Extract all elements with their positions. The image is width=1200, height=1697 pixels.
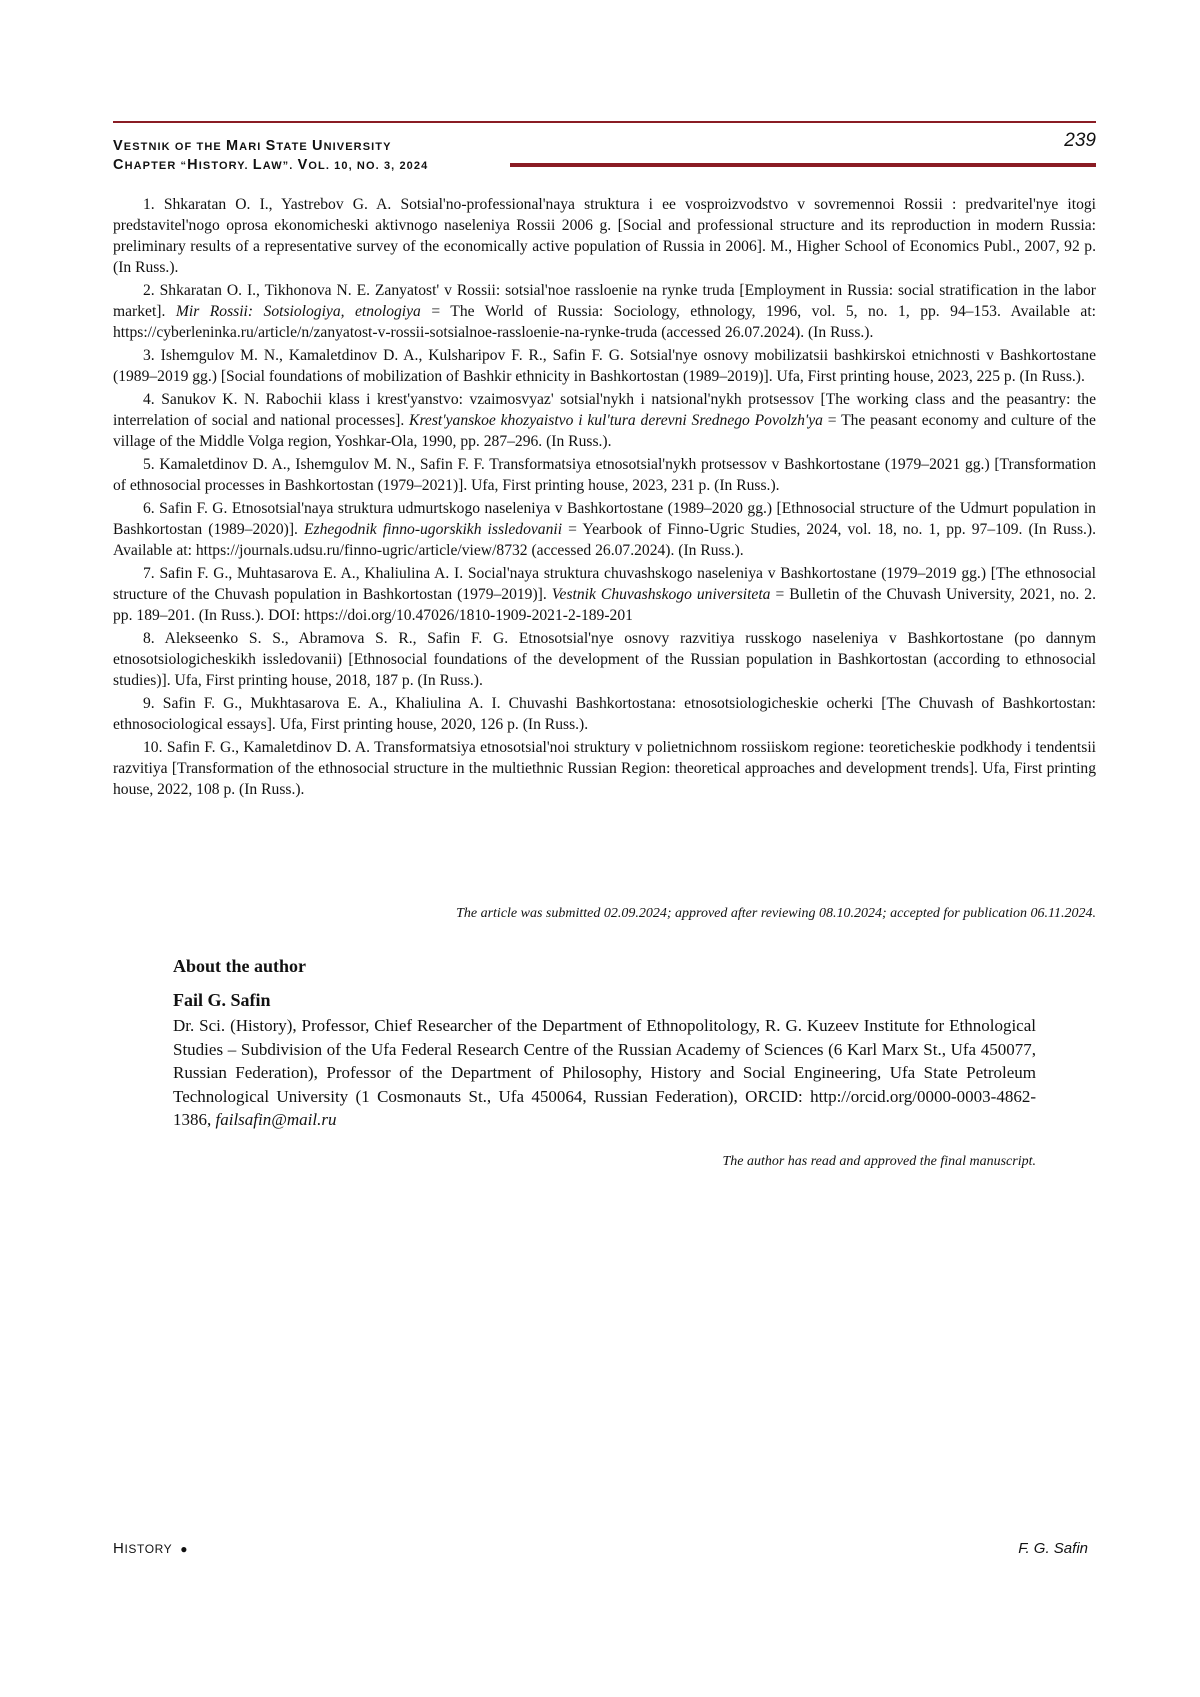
reference-journal: Mir Rossii: Sotsiologiya, etnologiya — [175, 303, 421, 320]
header-smallcaps: AW”. — [262, 160, 298, 172]
author-bio-text: Dr. Sci. (History), Professor, Chief Researcher of the Department of Ethnopolitology, R. G. Kuzeev Institute for Ethnological Studies – Subdivision of the Ufa Federal Research Centre of the Russian Academy of Sciences (6 Karl Marx St., Ufa 450077, Russian Federation), Professor of the Department of Philosophy, History and Social Engineering, Ufa State Petroleum Technological University (1 Cosmonauts St., Ufa 450064, Russian Federation), ORCID: http://orcid.org/0000-0003-4862-1386, — [173, 1016, 1036, 1129]
reference-item — [113, 693, 1096, 735]
reference-item — [113, 454, 1096, 496]
reference-text: = The peasant economy and culture of the village of the Middle Volga region, Yoshkar-Ola, 1990, pp. 287–296. (In Russ.). — [113, 412, 1096, 450]
top-rule — [113, 121, 1096, 123]
journal-title — [113, 138, 392, 154]
header-smallcaps: ISTORY. — [198, 160, 253, 172]
reference-item — [113, 737, 1096, 800]
author-bio — [173, 1014, 1036, 1132]
reference-text: Shkaratan O. I., Tikhonova N. E. Zanyatost' v Rossii: sotsial'noe rassloenie na rynke truda [Employment in Russia: social stratification in the labor market]. — [113, 282, 1096, 320]
reference-item — [113, 345, 1096, 387]
reference-journal: Ezhegodnik finno-ugorskikh issledovanii — [303, 521, 563, 538]
header-smallcaps: ARI — [239, 141, 266, 153]
reference-text: = Yearbook of Finno-Ugric Studies, 2024, vol. 18, no. 1, pp. 97–109. (In Russ.). Available at: https://journals.udsu.ru/finno-ugric/article/view/8732 (accessed 26.07.2024). (In Russ.). — [113, 521, 1097, 559]
reference-journal: Vestnik Chuvashskogo universiteta — [551, 586, 771, 603]
header-cap: U — [312, 138, 324, 154]
reference-number: 3. — [143, 347, 155, 364]
reference-text: Kamaletdinov D. A., Ishemgulov M. N., Safin F. F. Transformatsiya etnosotsial'nykh protsessov v Bashkortostane (1979–2021 gg.) [Transformation of ethnosocial processes in Bashkortostan (1979–2021)]. Ufa, First printing house, 2023, 231 p. (In Russ.). — [113, 456, 1097, 494]
header-cap: V — [297, 157, 309, 173]
header-smallcaps: ESTNIK OF THE — [123, 141, 226, 153]
header-cap: H — [187, 157, 199, 173]
reference-text: Safin F. G. Etnosotsial'naya struktura udmurtskogo naseleniya v Bashkortostane (1989–2020 gg.) [Ethnosocial structure of the Udmurt population in Bashkortostan (1989–2020)]. — [113, 500, 1096, 538]
header-bar — [510, 163, 1096, 167]
header-cap: M — [225, 138, 240, 154]
header-smallcaps: OL. 10, NO. 3, 2024 — [308, 160, 429, 172]
header-cap: S — [265, 138, 277, 154]
reference-number: 7. — [143, 565, 155, 582]
reference-number: 9. — [143, 695, 155, 712]
reference-number: 6. — [143, 500, 155, 517]
reference-text: Sanukov K. N. Rabochii klass i krest'yanstvo: vzaimosvyaz' sotsial'nykh i natsional'nykh protsessov [The working class and the peasantry: the interrelation of social and national processes]. — [113, 391, 1096, 429]
reference-journal: Krest'yanskoe khozyaistvo i kul'tura derevni Srednego Povolzh'ya — [409, 412, 823, 429]
reference-item — [113, 194, 1096, 278]
reference-number: 2. — [143, 282, 155, 299]
reference-item — [113, 628, 1096, 691]
about-author-heading: About the author — [173, 956, 307, 976]
reference-number: 1. — [143, 196, 155, 213]
reference-text: Ishemgulov M. N., Kamaletdinov D. A., Kulsharipov F. R., Safin F. G. Sotsial'nye osnovy mobilizatsii bashkirskoi etnichnosti v Bashkortostane (1989–2019 gg.) [Social foundations of mobilization of Bashkir ethnicity in Bashkortostan (1989–2019)]. Ufa, First printing house, 2023, 225 p. (In Russ.). — [113, 347, 1096, 385]
reference-number: 8. — [143, 630, 155, 647]
header-smallcaps: HAPTER “ — [124, 160, 188, 172]
reference-number: 10. — [143, 739, 163, 756]
submission-dates: The article was submitted 02.09.2024; approved after reviewing 08.10.2024; accepted for publication 06.11.2024. — [456, 906, 1096, 921]
journal-issue — [113, 157, 428, 173]
bullet-icon: ● — [180, 1542, 189, 1556]
header-cap: L — [252, 157, 263, 173]
footer-author: F. G. Safin — [1018, 1540, 1088, 1557]
reference-list — [113, 194, 1096, 802]
reference-text: Shkaratan O. I., Yastrebov G. A. Sotsial'no-professional'naya struktura i ee vosproizvodstvo v sovremennoi Rossii : predvaritel'nye itogi predstavitel'nogo oprosa ekonomicheski aktivnogo naseleniya Rossii 2006 g. [Social and professional structure and its reproduction in modern Russia: preliminary results of a representative survey of the economically active population of Russia in 2006]. M., Higher School of Economics Publ., 2007, 92 p. (In Russ.). — [113, 196, 1096, 276]
reference-item — [113, 389, 1096, 452]
page-number: 239 — [1064, 130, 1096, 151]
reference-item — [113, 498, 1096, 561]
reference-text: Safin F. G., Mukhtasarova E. A., Khaliulina A. I. Chuvashi Bashkortostana: etnosotsiologicheskie ocherki [The Chuvash of Bashkortostan: ethnosociological essays]. Ufa, First printing house, 2020, 126 p. (In Russ.). — [113, 695, 1096, 733]
reference-number: 4. — [143, 391, 155, 408]
header-cap: V — [113, 138, 124, 154]
footer-section-rest: ISTORY — [124, 1542, 173, 1556]
reference-number: 5. — [143, 456, 155, 473]
header-smallcaps: NIVERSITY — [323, 141, 392, 153]
reference-item — [113, 280, 1096, 343]
manuscript-approval: The author has read and approved the final manuscript. — [722, 1154, 1036, 1169]
reference-text: = Bulletin of the Chuvash University, 2021, no. 2. pp. 189–201. (In Russ.). DOI: https://doi.org/10.47026/1810-1909-2021-2-189-201 — [113, 586, 1096, 624]
reference-text: Alekseenko S. S., Abramova S. R., Safin F. G. Etnosotsial'nye osnovy razvitiya russkogo naseleniya v Bashkortostane (po dannym etnosotsiologicheskikh issledovanii) [Ethnosocial foundations of the development of the Russian population in Bashkortostan (according to ethnosocial studies)]. Ufa, First printing house, 2018, 187 p. (In Russ.). — [113, 630, 1096, 689]
reference-text: = The World of Russia: Sociology, ethnology, 1996, vol. 5, no. 1, pp. 94–153. Available at: https://cyberleninka.ru/article/n/zanyatost-v-rossii-sotsialnoe-rassloenie-na-rynke-truda (accessed 26.07.2024). (In Russ.). — [113, 303, 1096, 341]
author-name: Fail G. Safin — [173, 990, 271, 1010]
reference-text: Safin F. G., Muhtasarova E. A., Khaliulina A. I. Social'naya struktura chuvashskogo naseleniya v Bashkortostane (1979–2019 gg.) [The ethnosocial structure of the Chuvash population in Bashkortostan (1979–2019)]. — [113, 565, 1096, 603]
reference-item — [113, 563, 1096, 626]
footer-section-cap: H — [113, 1540, 125, 1557]
header-smallcaps: TATE — [276, 141, 312, 153]
author-email[interactable]: failsafin@mail.ru — [215, 1110, 337, 1129]
header-cap: C — [113, 157, 125, 173]
footer-section — [113, 1540, 188, 1557]
reference-text: Safin F. G., Kamaletdinov D. A. Transformatsiya etnosotsial'noi struktury v polietnichnom rossiiskom regione: teoreticheskie podkhody i tendentsii razvitiya [Transformation of the ethnosocial structure in the multiethnic Russian Region: theoretical approaches and development trends]. Ufa, First printing house, 2022, 108 p. (In Russ.). — [113, 739, 1096, 798]
